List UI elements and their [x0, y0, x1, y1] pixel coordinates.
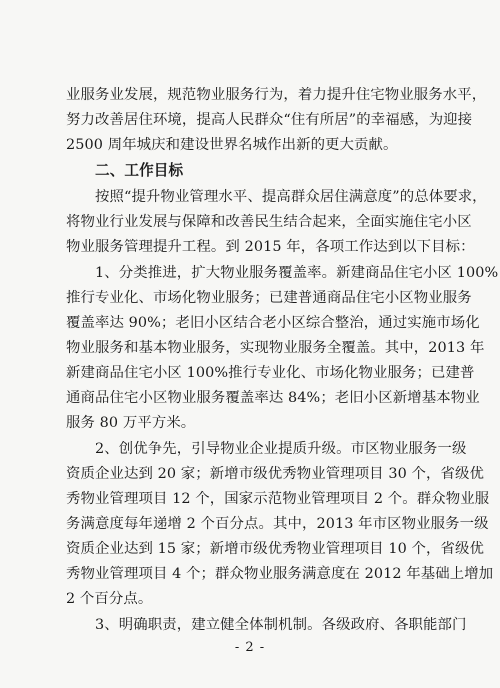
item1-line-7: 服务 80 万平方米。 — [66, 415, 196, 431]
item3-line-1: 3、明确职责，建立健全体制机制。各级政府、各职能部门 — [95, 617, 467, 633]
goal-line-2: 将物业行业发展与保障和改善民生结合起来，全面实施住宅小区 — [66, 214, 472, 230]
goal-line-1: 按照“提升物业管理水平、提高群众居住满意度”的总体要求， — [95, 189, 487, 205]
page-number: - 2 - — [234, 640, 266, 655]
item2-line-5: 资质企业达到 15 家；新增市级优秀物业管理项目 10 个，省级优 — [66, 541, 484, 557]
item1-line-5: 新建商品住宅小区 100%推行专业化、市场化物业服务；已建普 — [66, 365, 475, 381]
item1-line-3: 覆盖率达 90%；老旧小区结合老小区综合整治，通过实施市场化 — [66, 315, 480, 331]
item2-line-6: 秀物业管理项目 4 个；群众物业服务满意度在 2012 年基础上增加 — [66, 566, 494, 582]
item1-line-2: 推行专业化、市场化物业服务；已建普通商品住宅小区物业服务 — [66, 290, 472, 306]
section-heading: 二、工作目标 — [95, 162, 184, 179]
intro-line-1: 业服务业发展，规范物业服务行为，着力提升住宅物业服务水平， — [66, 87, 487, 103]
item2-line-2: 资质企业达到 20 家；新增市级优秀物业管理项目 30 个，省级优 — [66, 466, 484, 482]
item2-line-3: 秀物业管理项目 12 个，国家示范物业管理项目 2 个。群众物业服 — [66, 491, 490, 507]
intro-line-3: 2500 周年城庆和建设世界名城作出新的更大贡献。 — [66, 137, 398, 153]
item2-line-7: 2 个百分点。 — [66, 591, 153, 607]
intro-line-2: 努力改善居住环境，提高人民群众“住有所居”的幸福感，为迎接 — [66, 112, 473, 128]
goal-line-3: 物业服务管理提升工程。到 2015 年，各项工作达到以下目标： — [66, 239, 475, 255]
item1-line-6: 通商品住宅小区物业服务覆盖率达 84%；老旧小区新增基本物业 — [66, 390, 480, 406]
item2-line-1: 2、创优争先，引导物业企业提质升级。市区物业服务一级 — [95, 441, 467, 457]
item2-line-4: 务满意度每年递增 2 个百分点。其中，2013 年市区物业服务一级 — [66, 516, 489, 532]
item1-line-1: 1、分类推进，扩大物业服务覆盖率。新建商品住宅小区 100% — [95, 265, 499, 281]
item1-line-4: 物业服务和基本物业服务，实现物业服务全覆盖。其中，2013 年 — [66, 340, 485, 356]
